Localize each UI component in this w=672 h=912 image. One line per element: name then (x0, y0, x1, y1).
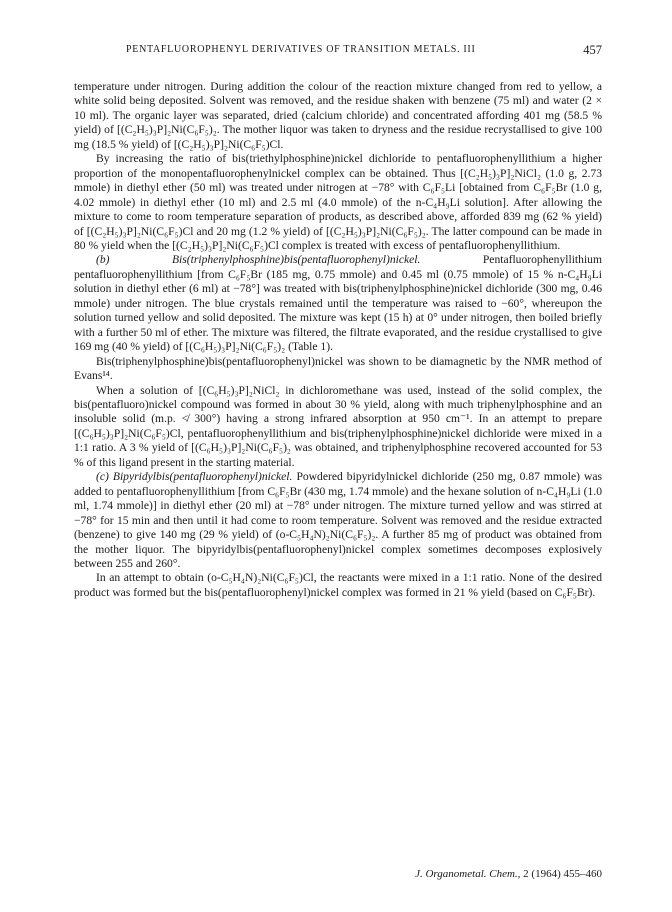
journal-volume: , 2 (1964) 455–460 (517, 868, 602, 880)
section-c-text: Powdered bipyridylnickel dichloride (250 mg, 0.87 mmole) was added to pentafluorophenyllithium [from C₆F₅Br (430 mg, 1.74 mmole) and the hexane solution of n-C₄H₉Li (1.0 ml, 1.74 mmole)] in diethyl ether (20 ml) at −78° under nitrogen. The mixture turned yellow and was stirred at −78° for 15 min and then until it had come to room temperature. Solvent was removed and the residue extracted (benzene) to give 140 mg (29 % yield) of (o-C₅H₄N)₂Ni(C₆F₅)₂. A further 85 mg of product was obtained from the mother liquor. The bipyridylbis(pentafluorophenyl)nickel complex sometimes decomposes explosively between 255 and 260°. (74, 470, 603, 570)
paragraph-continuation: temperature under nitrogen. During addition the colour of the reaction mixture changed from red to yellow, a white solid being deposited. Solvent was removed, and the residue shaken with benzene (75 ml) and water (2 × 10 ml). The organic layer was separated, dried (calcium chloride) and concentrated affording 401 mg (58.5 % yield) of [(C₂H₅)₃P]₂Ni(C₆F₅)₂. The mother liquor was taken to dryness and the residue recrystallised to give 100 mg (18.5 % yield) of [(C₂H₅)₃P]₂Ni(C₆F₅)Cl. (74, 80, 602, 151)
paragraph-final-attempt: In an attempt to obtain (o-C₅H₄N)₂Ni(C₆F₅)Cl, the reactants were mixed in a 1:1 ratio. None of the desired product was formed but the bis(pentafluorophenyl)nickel complex was formed in 21 % yield (based on C₆F₅Br). (74, 571, 602, 599)
paragraph-ratio-increase: By increasing the ratio of bis(triethylphosphine)nickel dichloride to pentafluorophenyllithium a higher proportion of the monopentafluorophenylnickel complex can be obtained. Thus [(C₂H₅)₃P]₂NiCl₂ (1.0 g, 2.73 mmole) in diethyl ether (50 ml) was treated under nitrogen at −78° with C₆F₅Li [obtained from C₆F₅Br (1.0 g, 4.02 mmole) in diethyl ether (10 ml) and 2.5 ml (4.0 mmole) of the n-C₄H₉Li solution]. After allowing the mixture to come to room temperature separation of products, as described above, afforded 839 mg (62 % yield) of [(C₂H₅)₃P]₂Ni(C₆F₅)Cl and 20 mg (1.2 % yield) of [(C₂H₅)₃P]₂Ni(C₆F₅)₂. The latter compound can be made in 80 % yield when the [(C₂H₅)₃P]₂Ni(C₆F₅)Cl complex is treated with excess of pentafluorophenyllithium. (74, 152, 602, 252)
paragraph-diamagnetic: Bis(triphenylphosphine)bis(pentafluorophenyl)nickel was shown to be diamagnetic by the NMR method of Evans¹⁴. (74, 354, 602, 383)
paragraph-dichloromethane: When a solution of [(C₆H₅)₃P]₂NiCl₂ in dichloromethane was used, instead of the solid complex, the bis(pentafluoro)nickel compound was formed in about 30 % yield, along with much triphenylphosphine and an insoluble solid (m.p. ≮ 300°) having a strong infrared absorption at 950 cm⁻¹. In an attempt to prepare [(C₆H₅)₃P]₂Ni(C₆F₅)Cl, pentafluorophenyllithium and bis(triphenylphosphine)nickel dichloride were mixed in a 1:1 ratio. A 3 % yield of [(C₆H₅)₃P]₂Ni(C₆F₅)₂ was obtained, and triphenylphosphine recovered accounted for 53 % of this ligand present in the starting material. (74, 383, 602, 469)
journal-name: J. Organometal. Chem. (415, 868, 518, 880)
section-b-paragraph (74, 253, 602, 354)
running-title: PENTAFLUOROPHENYL DERIVATIVES OF TRANSITION METALS. III (126, 44, 476, 55)
page-header (74, 44, 602, 60)
section-b-lead: Pentafluorophenyllithium (482, 253, 602, 267)
body-text (74, 80, 602, 600)
section-b-heading: (b) Bis(triphenylphosphine)bis(pentafluorophenyl)nickel. (96, 253, 421, 267)
section-c-heading: (c) Bipyridylbis(pentafluorophenyl)nickel. (96, 470, 293, 484)
page-number: 457 (583, 43, 602, 57)
section-b-text: pentafluorophenyllithium [from C₆F₅Br (185 mg, 0.75 mmole) and 0.45 ml (0.75 mmole) of 15 % n-C₄H₉Li solution in diethyl ether (6 ml) at −78°] was treated with bis(triphenylphosphine)nickel dichloride (300 mg, 0.46 mmole) under nitrogen. The blue crystals remained until the temperature was raised to −60°, whereupon the solution turned yellow and solid deposited. The mixture was kept (15 h) at 0° under nitrogen, then boiled briefly with a further 50 ml of ether. The mixture was filtered, the filtrate evaporated, and the residue crystallised to give 169 mg (40 % yield) of [(C₆H₅)₃P]₂Ni(C₆F₅)₂ (Table 1). (74, 267, 602, 354)
journal-citation (74, 868, 602, 880)
section-c-paragraph (74, 470, 602, 571)
